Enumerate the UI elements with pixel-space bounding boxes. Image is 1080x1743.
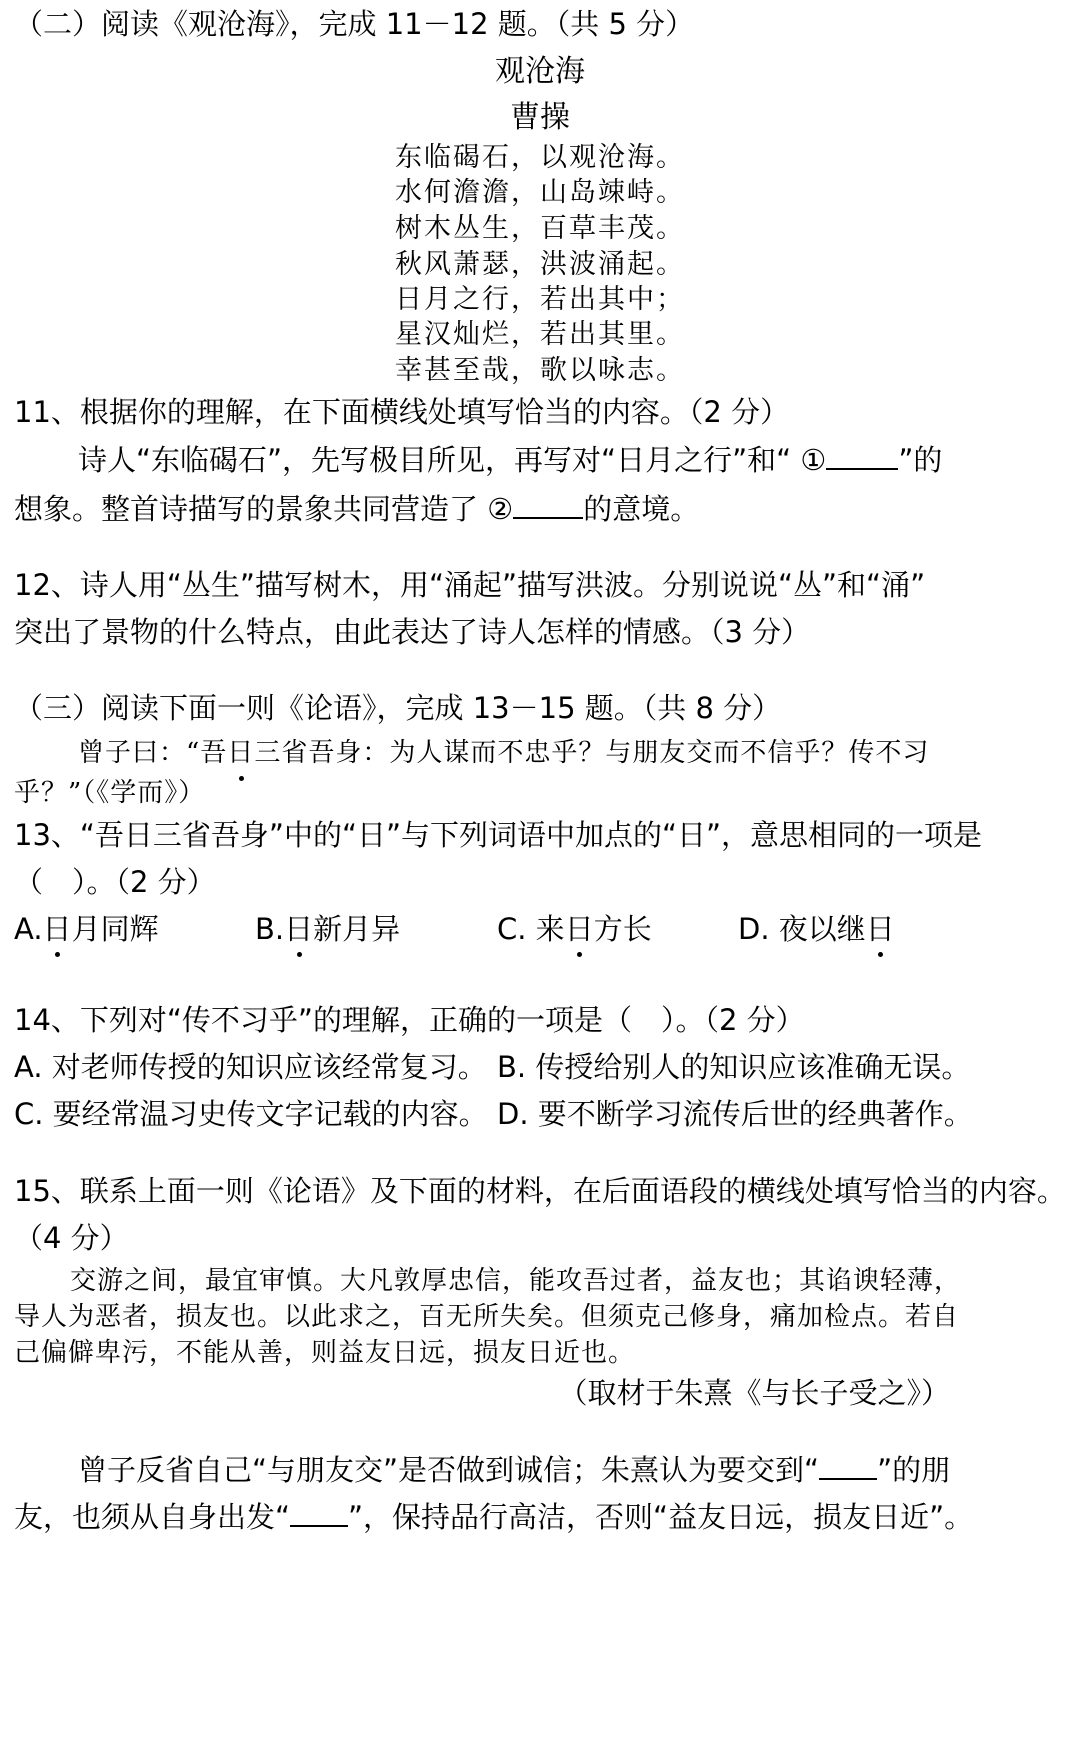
option-13-b[interactable] <box>255 909 400 949</box>
dotted-char: 日 <box>866 909 895 949</box>
material-line: 己偏僻卑污，不能从善，则益友日远，损友日近也。 <box>14 1338 636 1368</box>
option-text: 月同辉 <box>71 912 159 946</box>
q11-text: 想象。整首诗描写的景象共同营造了 ② <box>14 492 514 526</box>
dotted-char: 日 <box>227 733 254 773</box>
question-14-stem: 14、下列对“传不习乎”的理解，正确的一项是（ ）。（2 分） <box>14 1003 805 1037</box>
question-12-line2: 突出了景物的什么特点，由此表达了诗人怎样的情感。（3 分） <box>14 615 811 649</box>
option-13-c[interactable] <box>497 909 652 949</box>
poem-line: 秋风萧瑟，洪波涌起。 <box>395 249 685 280</box>
q11-text: 的意境。 <box>583 492 700 526</box>
q15-text: 友，也须从自身出发“ <box>14 1500 291 1534</box>
answer-blank-1[interactable] <box>826 440 898 470</box>
material-line: 导人为恶者，损友也。以此求之，百无所失矣。但须克己修身，痛加检点。若自 <box>14 1302 960 1332</box>
option-prefix: D. 夜以继 <box>738 912 866 946</box>
question-13-line1: 13、“吾日三省吾身”中的“日”与下列词语中加点的“日”，意思相同的一项是 <box>14 818 983 852</box>
question-15-para-line1 <box>78 1450 950 1490</box>
quote-text: 曾子曰：“吾 <box>78 738 228 768</box>
dotted-char: 日 <box>565 909 594 949</box>
option-14-a[interactable]: A. 对老师传授的知识应该经常复习。 <box>14 1050 487 1084</box>
question-11-text-line2 <box>14 489 699 529</box>
poem-line: 树木丛生，百草丰茂。 <box>395 213 685 244</box>
question-15-stem-line1: 15、联系上面一则《论语》及下面的材料，在后面语段的横线处填写恰当的内容。 <box>14 1174 1066 1208</box>
poem-line: 水何澹澹，山岛竦峙。 <box>395 177 685 208</box>
material-line: 交游之间，最宜审慎。大凡敦厚忠信，能攻吾过者，益友也；其谄谀轻薄， <box>70 1266 962 1296</box>
option-prefix: C. 来 <box>497 912 565 946</box>
option-text: 方长 <box>593 912 652 946</box>
lunyu-quote-line1 <box>78 733 929 773</box>
option-13-d[interactable] <box>738 909 895 949</box>
option-14-b[interactable]: B. 传授给别人的知识应该准确无误。 <box>497 1050 971 1084</box>
option-13-a[interactable] <box>14 909 159 949</box>
section-2-header: （二）阅读《观沧海》，完成 11－12 题。（共 5 分） <box>14 7 695 41</box>
question-13-line2: （ ）。（2 分） <box>14 865 216 899</box>
option-prefix: B. <box>255 912 285 946</box>
poem-line: 日月之行，若出其中； <box>395 284 685 315</box>
answer-blank-3[interactable] <box>819 1450 877 1480</box>
question-12-line1: 12、诗人用“丛生”描写树木，用“涌起”描写洪波。分别说说“丛”和“涌” <box>14 568 926 602</box>
answer-blank-2[interactable] <box>513 489 583 519</box>
option-14-c[interactable]: C. 要经常温习史传文字记载的内容。 <box>14 1097 488 1131</box>
poem-line: 星汉灿烂，若出其里。 <box>395 319 685 350</box>
material-source: （取材于朱熹《与长子受之》） <box>558 1376 950 1410</box>
question-15-stem-line2: （4 分） <box>14 1221 129 1255</box>
dotted-char: 日 <box>43 909 72 949</box>
dotted-char: 日 <box>284 909 313 949</box>
question-11-text-line1 <box>78 440 942 480</box>
poem-line: 东临碣石，以观沧海。 <box>395 142 685 173</box>
poem-title: 观沧海 <box>495 54 585 89</box>
q15-text: ”，保持品行高洁，否则“益友日远，损友日近”。 <box>348 1500 974 1534</box>
q15-text: 曾子反省自己“与朋友交”是否做到诚信；朱熹认为要交到“ <box>78 1453 820 1487</box>
option-prefix: A. <box>14 912 43 946</box>
q11-text: ”的 <box>898 443 943 477</box>
q15-text: ”的朋 <box>877 1453 951 1487</box>
quote-text: 三省吾身：为人谋而不忠乎？与朋友交而不信乎？传不习 <box>254 738 930 768</box>
option-14-d[interactable]: D. 要不断学习流传后世的经典著作。 <box>497 1097 973 1131</box>
answer-blank-4[interactable] <box>290 1497 348 1527</box>
question-11-stem: 11、根据你的理解，在下面横线处填写恰当的内容。（2 分） <box>14 395 790 429</box>
option-text: 新月异 <box>313 912 401 946</box>
q11-text: 诗人“东临碣石”，先写极目所见，再写对“日月之行”和“ ① <box>78 443 827 477</box>
question-15-para-line2 <box>14 1497 973 1537</box>
poem-line: 幸甚至哉，歌以咏志。 <box>395 355 685 386</box>
poem-author: 曹操 <box>510 100 570 135</box>
section-3-header: （三）阅读下面一则《论语》，完成 13－15 题。（共 8 分） <box>14 691 782 725</box>
lunyu-quote-line2: 乎？”（《学而》） <box>14 778 206 808</box>
